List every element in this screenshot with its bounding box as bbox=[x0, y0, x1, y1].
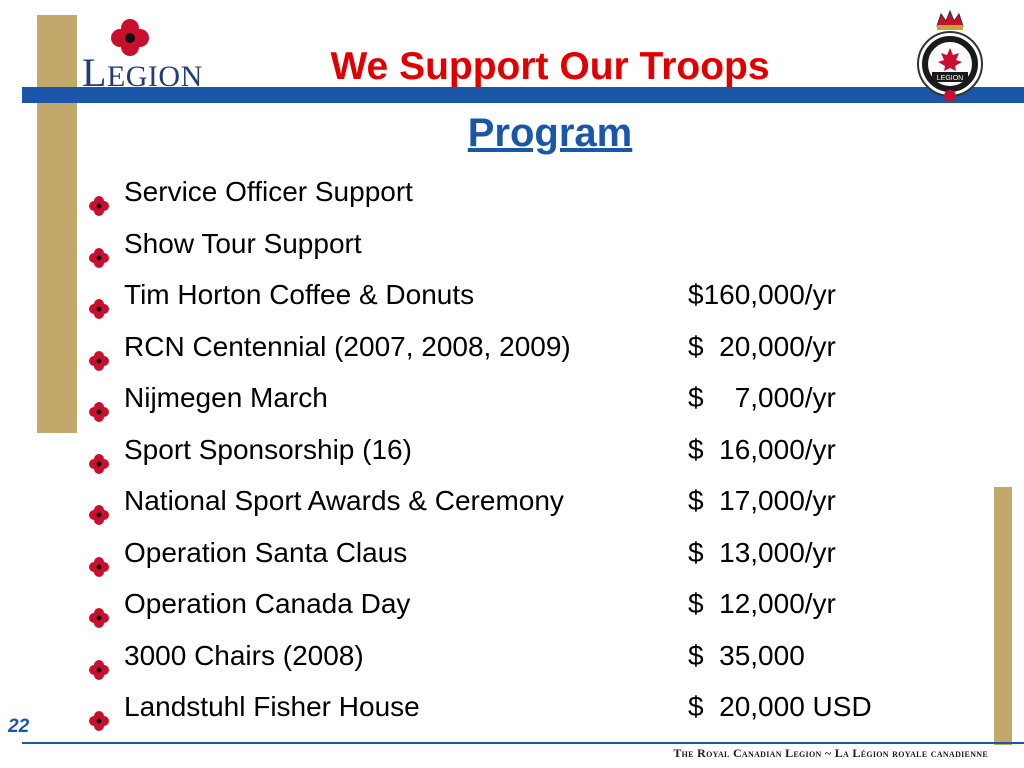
right-gold-stripe bbox=[994, 487, 1012, 745]
item-amount: $ 13,000/yr bbox=[688, 536, 836, 568]
poppy-bullet-icon bbox=[88, 697, 110, 719]
slide-subtitle: Program bbox=[467, 111, 633, 155]
poppy-icon bbox=[110, 18, 150, 58]
poppy-bullet-icon bbox=[88, 182, 110, 204]
item-label: Nijmegen March bbox=[124, 382, 328, 413]
item-label: National Sport Awards & Ceremony bbox=[124, 485, 564, 516]
item-label: Landstuhl Fisher House bbox=[124, 691, 420, 722]
page-number: 22 bbox=[8, 716, 30, 737]
item-label: RCN Centennial (2007, 2008, 2009) bbox=[124, 330, 571, 362]
item-amount: $ 12,000/yr bbox=[688, 588, 836, 619]
poppy-bullet-icon bbox=[88, 388, 110, 410]
poppy-bullet-icon bbox=[88, 234, 110, 256]
badge-text: LEGION bbox=[936, 75, 964, 82]
item-label: Service Officer Support bbox=[124, 176, 413, 207]
item-label: Show Tour Support bbox=[124, 227, 362, 259]
item-label: 3000 Chairs (2008) bbox=[124, 639, 364, 671]
item-label: Tim Horton Coffee & Donuts bbox=[124, 279, 475, 310]
poppy-bullet-icon bbox=[88, 646, 110, 668]
poppy-bullet-icon bbox=[88, 594, 110, 616]
legion-badge-icon bbox=[915, 8, 985, 104]
item-amount: $ 16,000/yr bbox=[688, 433, 836, 465]
item-amount: $ 7,000/yr bbox=[688, 382, 836, 413]
item-amount: $160,000/yr bbox=[688, 279, 836, 310]
item-amount: $ 20,000 USD bbox=[688, 691, 872, 722]
item-amount: $ 20,000/yr bbox=[688, 330, 836, 362]
footer-org-text: The Royal Canadian Legion ~ La Légion royale canadienne bbox=[673, 746, 988, 760]
item-amount: $ 35,000 bbox=[688, 639, 805, 671]
poppy-bullet-icon bbox=[88, 491, 110, 513]
item-label: Sport Sponsorship (16) bbox=[124, 433, 412, 465]
legion-wordmark: LEGION bbox=[82, 50, 203, 95]
item-label: Operation Santa Claus bbox=[124, 536, 408, 568]
poppy-bullet-icon bbox=[88, 543, 110, 565]
poppy-bullet-icon bbox=[88, 337, 110, 359]
item-label: Operation Canada Day bbox=[124, 588, 411, 619]
poppy-bullet-icon bbox=[88, 285, 110, 307]
legion-logo bbox=[80, 18, 230, 95]
footer-blue-line bbox=[22, 742, 1024, 744]
poppy-bullet-icon bbox=[88, 440, 110, 462]
left-gold-stripe bbox=[37, 15, 77, 433]
item-amount: $ 17,000/yr bbox=[688, 485, 836, 516]
slide-title: We Support Our Troops bbox=[330, 45, 770, 88]
